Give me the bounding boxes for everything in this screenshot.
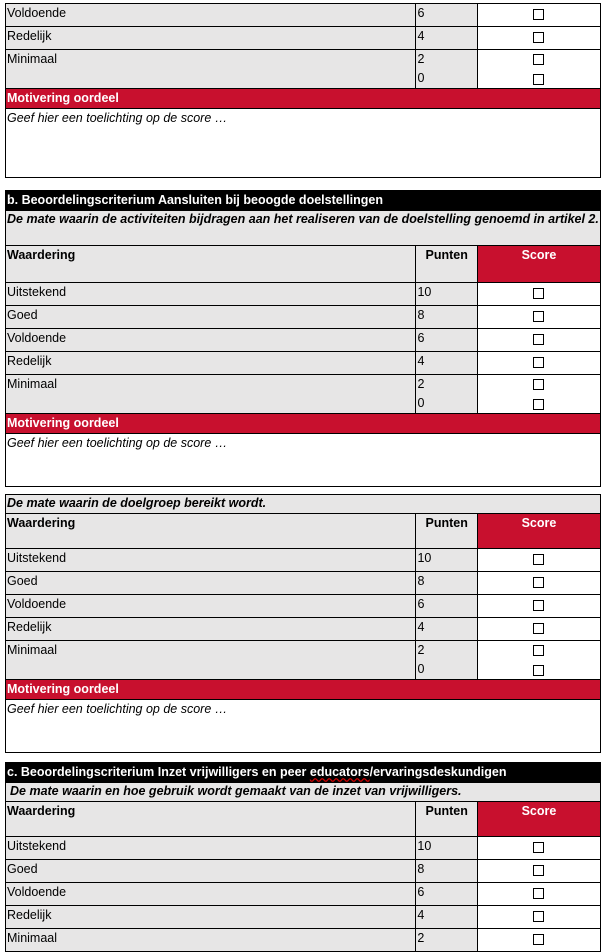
col-header-score: Score [477, 514, 600, 549]
table-row [6, 929, 601, 952]
table-row [6, 595, 601, 618]
motivation-textarea[interactable]: Geef hier een toelichting op de score … [6, 109, 601, 178]
rating-points: 10 [416, 837, 478, 860]
rating-points: 4 [416, 906, 478, 929]
table-row [6, 641, 601, 680]
score-cell [477, 906, 600, 929]
col-header-score: Score [477, 802, 600, 837]
score-cell [477, 883, 600, 906]
criterion-a-table-tail [5, 3, 601, 178]
table-row [6, 352, 601, 375]
score-cell [477, 4, 600, 27]
table-row [6, 306, 601, 329]
criterion-title-part: /ervaringsdeskundigen [369, 765, 507, 779]
rating-points: 6 [416, 4, 478, 27]
score-checkbox[interactable] [533, 357, 544, 368]
rating-label: Goed [6, 572, 416, 595]
rating-label: Voldoende [6, 883, 416, 906]
table-row [6, 618, 601, 641]
rating-points: 8 [416, 572, 478, 595]
rating-label: Minimaal [6, 929, 416, 952]
score-checkbox[interactable] [533, 9, 544, 20]
rating-label: Uitstekend [6, 283, 416, 306]
table-row [6, 283, 601, 306]
table-row [6, 860, 601, 883]
rating-label: Redelijk [6, 618, 416, 641]
score-checkbox[interactable] [533, 399, 544, 410]
score-cell [477, 329, 600, 352]
rating-label: Minimaal [6, 50, 416, 89]
rating-label: Goed [6, 860, 416, 883]
points-value: 2 [417, 52, 425, 66]
criterion-c-table [5, 762, 601, 952]
table-row [6, 4, 601, 27]
rating-points: 10 [416, 549, 478, 572]
score-cell [477, 306, 600, 329]
score-checkbox[interactable] [533, 865, 544, 876]
criterion-title-part: educators [309, 765, 370, 779]
rating-points: 10 [416, 283, 478, 306]
score-checkbox[interactable] [533, 645, 544, 656]
score-cell [477, 352, 600, 375]
score-cell [477, 572, 600, 595]
rating-label: Redelijk [6, 27, 416, 50]
score-cell [477, 27, 600, 50]
motivation-title: Motivering oordeel [6, 414, 601, 434]
rating-points [416, 375, 478, 414]
col-header-waardering: Waardering [6, 802, 416, 837]
criterion-title: b. Beoordelingscriterium Aansluiten bij beoogde doelstellingen [6, 191, 601, 211]
points-value-zero: 0 [417, 396, 425, 410]
score-cell [477, 837, 600, 860]
score-checkbox[interactable] [533, 665, 544, 676]
criterion-b-table [5, 190, 601, 487]
score-cell [477, 860, 600, 883]
score-checkbox[interactable] [533, 577, 544, 588]
score-cell [477, 50, 600, 89]
criterion-title [6, 763, 601, 783]
rating-points: 8 [416, 860, 478, 883]
rating-points: 8 [416, 306, 478, 329]
score-checkbox[interactable] [533, 623, 544, 634]
rating-points: 4 [416, 352, 478, 375]
score-cell [477, 375, 600, 414]
rating-label: Uitstekend [6, 837, 416, 860]
col-header-score: Score [477, 246, 600, 283]
score-checkbox[interactable] [533, 288, 544, 299]
rating-label: Minimaal [6, 641, 416, 680]
rating-points: 4 [416, 618, 478, 641]
col-header-waardering: Waardering [6, 514, 416, 549]
table-row [6, 837, 601, 860]
criterion-subtitle: De mate waarin en hoe gebruik wordt gemaakt van de inzet van vrijwilligers. [6, 783, 601, 802]
rating-label: Uitstekend [6, 549, 416, 572]
rating-points: 6 [416, 595, 478, 618]
score-cell [477, 929, 600, 952]
score-checkbox[interactable] [533, 600, 544, 611]
col-header-punten: Punten [416, 802, 478, 837]
table-header-row [6, 802, 601, 837]
table-row [6, 329, 601, 352]
score-checkbox[interactable] [533, 911, 544, 922]
table-row [6, 883, 601, 906]
points-value-zero: 0 [417, 71, 425, 85]
rating-points [416, 641, 478, 680]
score-cell [477, 549, 600, 572]
criterion-title-part: c. Beoordelingscriterium Inzet vrijwilligers en peer [7, 765, 310, 779]
criterion-subtitle: De mate waarin de activiteiten bijdragen aan het realiseren van de doelstelling genoemd in artikel 2. [6, 211, 601, 246]
score-checkbox[interactable] [533, 379, 544, 390]
rating-label: Minimaal [6, 375, 416, 414]
table-header-row [6, 514, 601, 549]
score-checkbox[interactable] [533, 334, 544, 345]
col-header-waardering: Waardering [6, 246, 416, 283]
score-cell [477, 595, 600, 618]
criterion-b2-table [5, 494, 601, 753]
rating-points: 4 [416, 27, 478, 50]
motivation-row [6, 109, 601, 178]
score-checkbox[interactable] [533, 842, 544, 853]
motivation-header-row [6, 89, 601, 109]
motivation-textarea[interactable]: Geef hier een toelichting op de score … [6, 434, 601, 487]
rating-label: Voldoende [6, 595, 416, 618]
score-checkbox[interactable] [533, 54, 544, 65]
score-checkbox[interactable] [533, 32, 544, 43]
score-checkbox[interactable] [533, 74, 544, 85]
rating-label: Redelijk [6, 352, 416, 375]
table-header-row [6, 246, 601, 283]
score-cell [477, 283, 600, 306]
criterion-subtitle: De mate waarin de doelgroep bereikt wordt. [6, 495, 601, 514]
table-row [6, 375, 601, 414]
rating-label: Goed [6, 306, 416, 329]
rating-points: 6 [416, 883, 478, 906]
points-value: 2 [417, 377, 425, 391]
motivation-title: Motivering oordeel [6, 89, 601, 109]
score-checkbox[interactable] [533, 888, 544, 899]
col-header-punten: Punten [416, 246, 478, 283]
rating-label: Redelijk [6, 906, 416, 929]
rating-label: Voldoende [6, 329, 416, 352]
table-row [6, 906, 601, 929]
rating-points: 2 [416, 929, 478, 952]
score-checkbox[interactable] [533, 934, 544, 945]
col-header-punten: Punten [416, 514, 478, 549]
points-value: 2 [417, 643, 425, 657]
rating-points [416, 50, 478, 89]
motivation-title: Motivering oordeel [6, 680, 601, 700]
score-checkbox[interactable] [533, 311, 544, 322]
points-value-zero: 0 [417, 662, 425, 676]
motivation-textarea[interactable]: Geef hier een toelichting op de score … [6, 700, 601, 753]
table-row [6, 50, 601, 89]
score-checkbox[interactable] [533, 554, 544, 565]
table-row [6, 27, 601, 50]
table-row [6, 572, 601, 595]
rating-points: 6 [416, 329, 478, 352]
rating-label: Voldoende [6, 4, 416, 27]
score-cell [477, 618, 600, 641]
table-row [6, 549, 601, 572]
score-cell [477, 641, 600, 680]
